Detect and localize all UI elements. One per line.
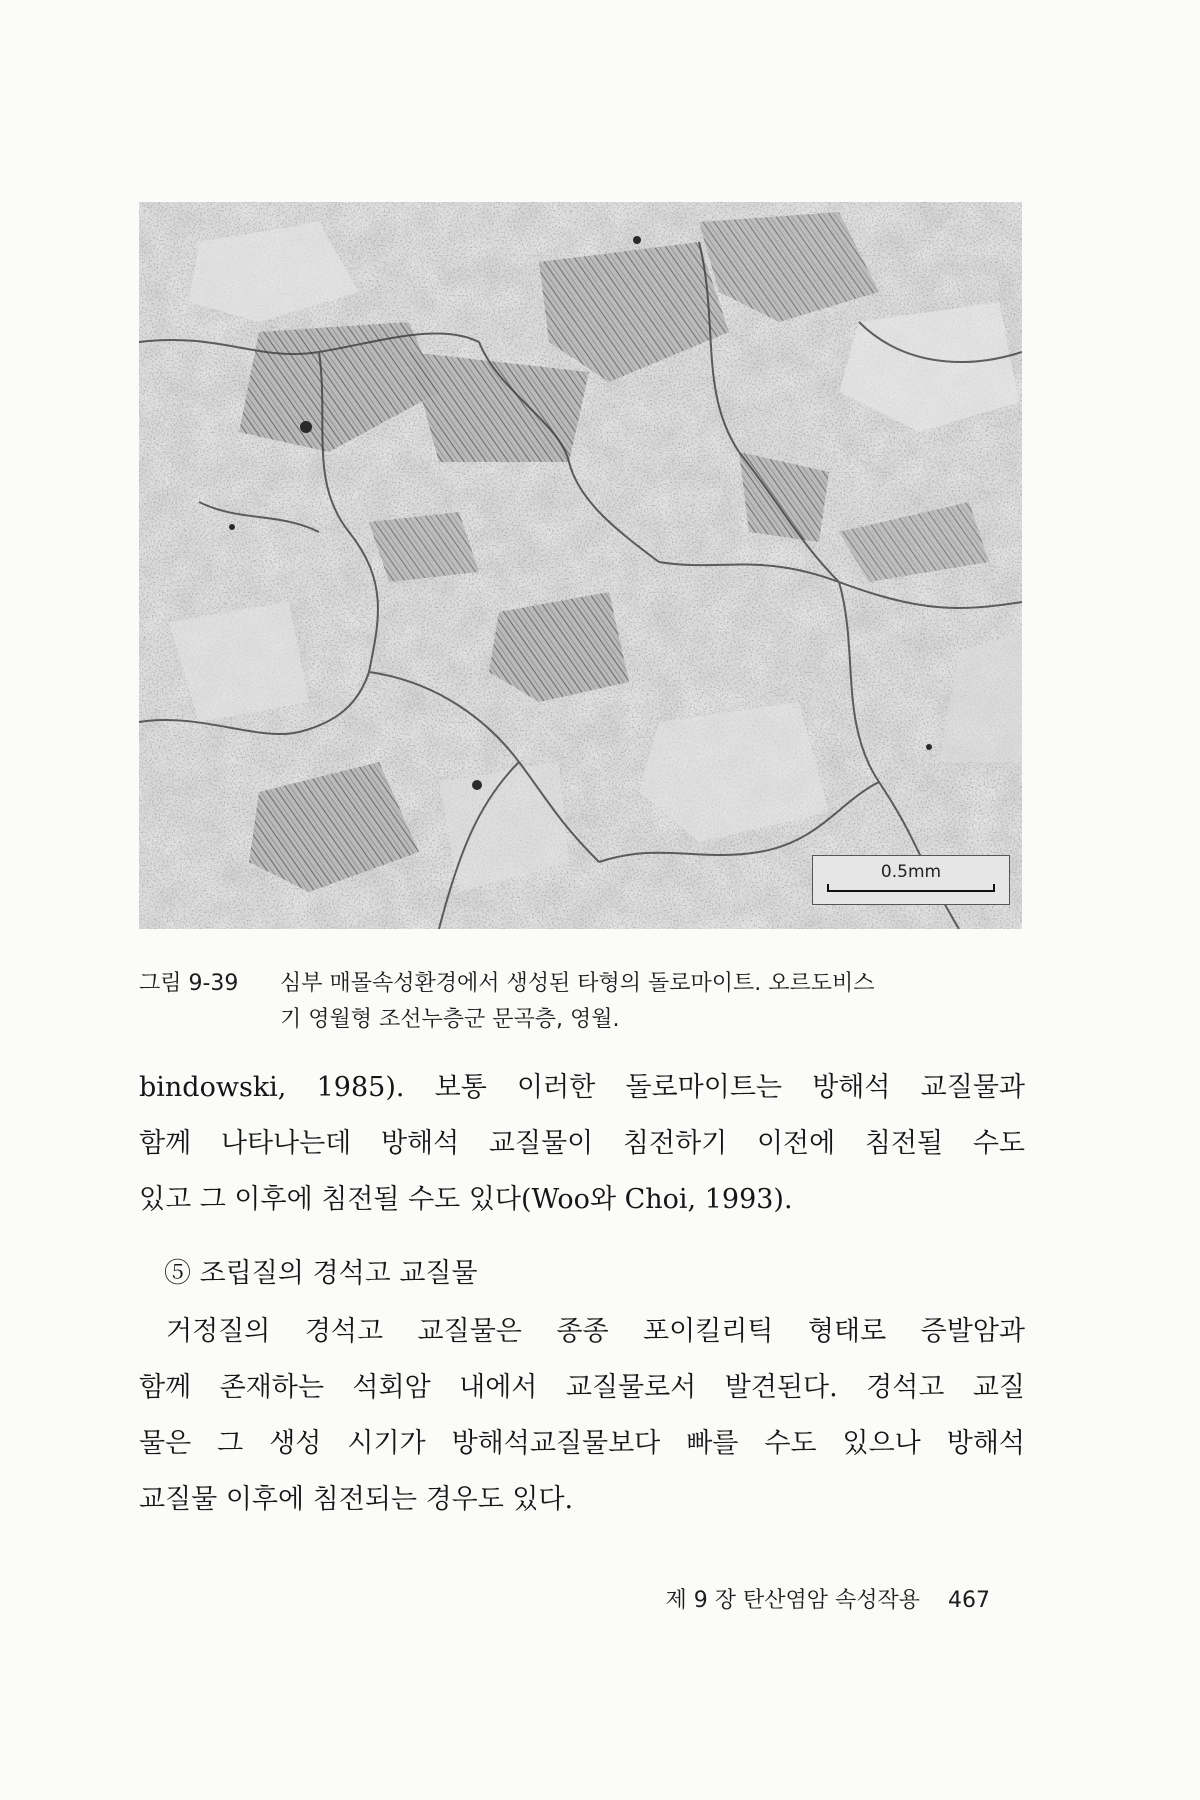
caption-line: 심부 매몰속성환경에서 생성된 타형의 돌로마이트. 오르도비스 [280, 971, 875, 996]
page-number: 467 [948, 1588, 990, 1613]
page-footer [666, 1583, 991, 1614]
text-line: 물은 그 생성 시기가 방해석교질물보다 빠를 수도 있으나 방해석 [139, 1428, 1025, 1459]
micrograph-texture [139, 202, 1022, 929]
caption-text [280, 966, 1025, 1038]
scale-bar [827, 890, 995, 892]
scale-bar-box [812, 855, 1010, 905]
text-line: 거정질의 경석고 교질물은 종종 포이킬리틱 형태로 증발암과 [166, 1316, 1025, 1347]
text-line: 교질물 이후에 침전되는 경우도 있다. [139, 1484, 574, 1515]
caption-label: 그림 9-39 [139, 971, 239, 996]
body-paragraph [139, 1060, 1025, 1228]
running-head: 제 9 장 탄산염암 속성작용 [665, 1588, 920, 1613]
text-line: bindowski, 1985). 보통 이러한 돌로마이트는 방해석 교질물과 [139, 1072, 1025, 1103]
caption-line: 기 영월형 조선누층군 문곡층, 영월. [280, 1007, 620, 1032]
text-line: 함께 존재하는 석회암 내에서 교질물로서 발견된다. 경석고 교질 [139, 1372, 1025, 1403]
body-paragraph [139, 1304, 1025, 1528]
text-line: 함께 나타나는데 방해석 교질물이 침전하기 이전에 침전될 수도 [139, 1128, 1025, 1159]
text-line: 있고 그 이후에 침전될 수도 있다(Woo와 Choi, 1993). [139, 1184, 793, 1215]
scale-bar-label: 0.5mm [880, 862, 942, 882]
micrograph-image [139, 202, 1022, 929]
section-heading: ⑤ 조립질의 경석고 교질물 [164, 1258, 478, 1289]
